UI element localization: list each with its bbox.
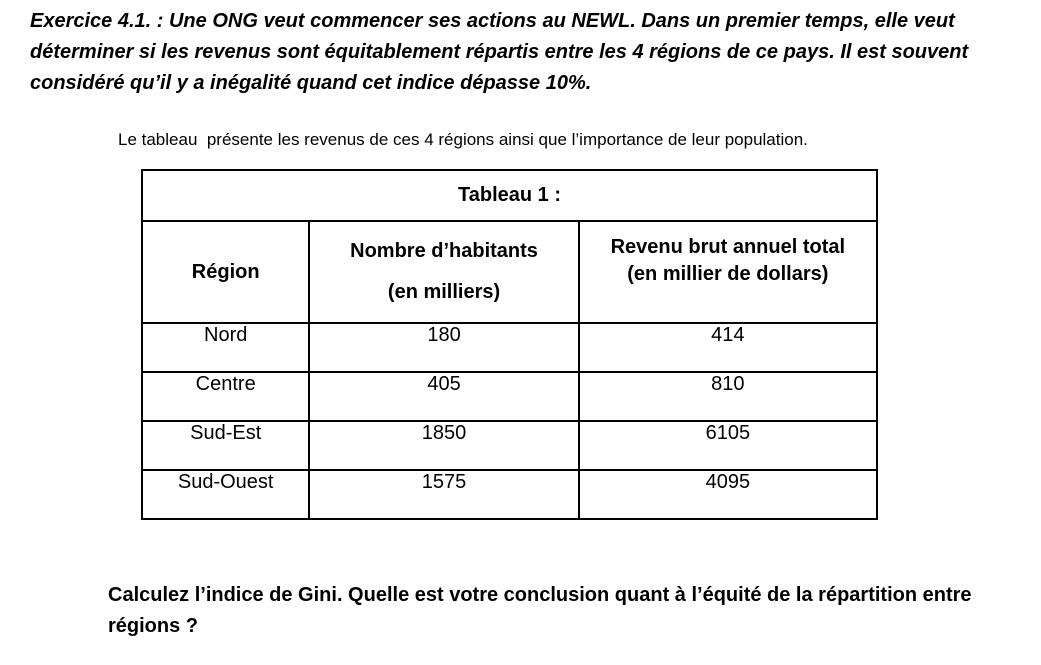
cell-revenue: 810 [579, 372, 877, 421]
cell-population: 1850 [309, 421, 578, 470]
cell-revenue: 4095 [579, 470, 877, 519]
cell-region: Sud-Ouest [142, 470, 309, 519]
header-population [309, 221, 578, 323]
header-region: Région [142, 221, 309, 323]
table-row [142, 470, 877, 519]
cell-population: 180 [309, 323, 578, 372]
table-row [142, 372, 877, 421]
table-title-row [142, 170, 877, 221]
cell-region: Sud-Est [142, 421, 309, 470]
regions-table [141, 169, 878, 520]
exercise-question: Calculez l’indice de Gini. Quelle est votre conclusion quant à l’équité de la répartition entre régions ? [108, 584, 972, 637]
cell-region: Centre [142, 372, 309, 421]
header-population-label: Nombre d’habitants [350, 240, 538, 262]
exercise-statement: Exercice 4.1. : Une ONG veut commencer ses actions au NEWL. Dans un premier temps, elle veut déterminer si les revenus sont équitablement répartis entre les 4 régions de ce pays. Il est souvent considéré qu’il y a inégalité quand cet indice dépasse 10%. [30, 10, 969, 94]
cell-region: Nord [142, 323, 309, 372]
cell-population: 405 [309, 372, 578, 421]
header-revenue [579, 221, 877, 323]
table-title: Tableau 1 : [142, 170, 877, 221]
cell-revenue: 414 [579, 323, 877, 372]
table-row [142, 323, 877, 372]
cell-population: 1575 [309, 470, 578, 519]
header-revenue-unit: (en millier de dollars) [627, 263, 829, 285]
header-revenue-label: Revenu brut annuel total [610, 236, 846, 258]
table-header-row [142, 221, 877, 323]
table-caption: Le tableau présente les revenus de ces 4 régions ainsi que l’importance de leur population. [118, 130, 808, 149]
table-row [142, 421, 877, 470]
header-population-unit: (en milliers) [387, 281, 501, 303]
cell-revenue: 6105 [579, 421, 877, 470]
